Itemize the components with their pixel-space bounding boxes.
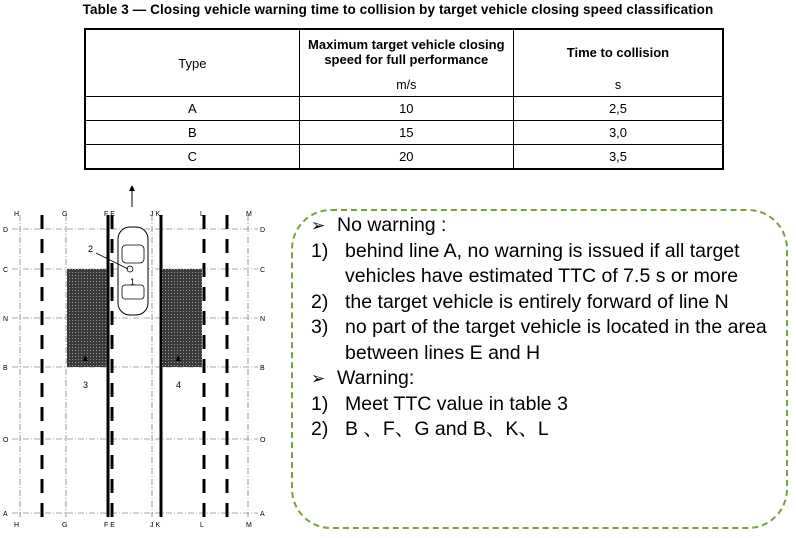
warning-heading: Warning: (337, 367, 415, 389)
arrow-bullet-icon: ➢ (311, 216, 326, 235)
vehicle-label: 1 (130, 277, 136, 287)
header-ttc (513, 29, 723, 74)
bottom-label: J K (150, 522, 161, 529)
left-label: D (3, 227, 9, 234)
bottom-label: H (14, 522, 20, 529)
bottom-label: L (200, 522, 204, 529)
list-item (311, 239, 781, 290)
header-speed-unit: m/s (299, 74, 513, 97)
warning-heading-row (311, 366, 781, 392)
left-label: N (3, 316, 9, 323)
ttc-table (84, 28, 724, 170)
list-item (311, 392, 781, 418)
list-item (311, 417, 781, 443)
bottom-label: F E (104, 522, 115, 529)
top-labels (14, 211, 252, 218)
right-label: A (260, 511, 265, 518)
item-number: 3) (311, 316, 329, 338)
right-labels (260, 227, 266, 518)
top-label: H (14, 211, 20, 218)
header-ttc-unit: s (513, 74, 723, 97)
header-speed (299, 29, 513, 74)
item-number: 2) (311, 290, 329, 313)
item-text: the target vehicle is entirely forward of line N (345, 290, 729, 313)
no-warning-heading: No warning : (337, 214, 447, 236)
area-left-label: 3 (83, 380, 89, 390)
top-label: G (62, 211, 68, 218)
item-number: 2) (311, 418, 329, 440)
hatched-area-right (162, 269, 202, 367)
arrow-bullet-icon: ➢ (311, 369, 326, 388)
cell-type: C (85, 145, 299, 170)
list-item (311, 290, 781, 316)
top-label: J K (150, 211, 161, 218)
item-text: no part of the target vehicle is located in the area between lines E and H (345, 316, 767, 364)
right-label: C (260, 267, 266, 274)
bottom-labels (14, 522, 252, 529)
cell-ttc: 2,5 (513, 97, 723, 121)
header-type: Type (85, 29, 299, 97)
top-label: M (246, 211, 252, 218)
right-label: N (260, 316, 266, 323)
left-labels (3, 227, 9, 518)
left-label: B (3, 365, 8, 372)
right-label: D (260, 227, 266, 234)
top-label: L (200, 211, 204, 218)
item-text: behind line A, no warning is issued if all target vehicles have estimated TTC of 7.5 s or more (345, 239, 740, 287)
lane-diagram (0, 185, 280, 535)
right-label: B (260, 365, 265, 372)
left-label: A (3, 511, 8, 518)
area-right-label: 4 (176, 380, 182, 390)
header-speed-label: Maximum target vehicle closing speed for full performance (308, 37, 505, 67)
item-text: B 、F、G and B、K、L (345, 418, 549, 440)
list-item (311, 315, 781, 366)
no-warning-heading-row (311, 213, 781, 239)
right-label: O (260, 437, 266, 444)
top-label: F E (104, 211, 115, 218)
forward-arrow-icon (129, 185, 135, 207)
item-number: 1) (311, 392, 329, 415)
cell-speed: 10 (299, 97, 513, 121)
table-row (85, 121, 723, 145)
table-caption: Table 3 — Closing vehicle warning time to collision by target vehicle closing speed classification (82, 2, 714, 17)
cell-speed: 20 (299, 145, 513, 170)
bottom-label: G (62, 522, 68, 529)
hatched-area-left (67, 269, 107, 367)
cell-speed: 15 (299, 121, 513, 145)
sensor-label: 2 (88, 244, 94, 254)
cell-ttc: 3,5 (513, 145, 723, 170)
item-text: Meet TTC value in table 3 (345, 392, 568, 415)
left-label: C (3, 267, 9, 274)
item-number: 1) (311, 239, 329, 262)
cell-ttc: 3,0 (513, 121, 723, 145)
table-row (85, 145, 723, 170)
cell-type: B (85, 121, 299, 145)
header-ttc-label: Time to collision (566, 44, 670, 60)
cell-type: A (85, 97, 299, 121)
bottom-label: M (246, 522, 252, 529)
table-row (85, 97, 723, 121)
left-label: O (3, 437, 9, 444)
notes-text (311, 213, 781, 443)
